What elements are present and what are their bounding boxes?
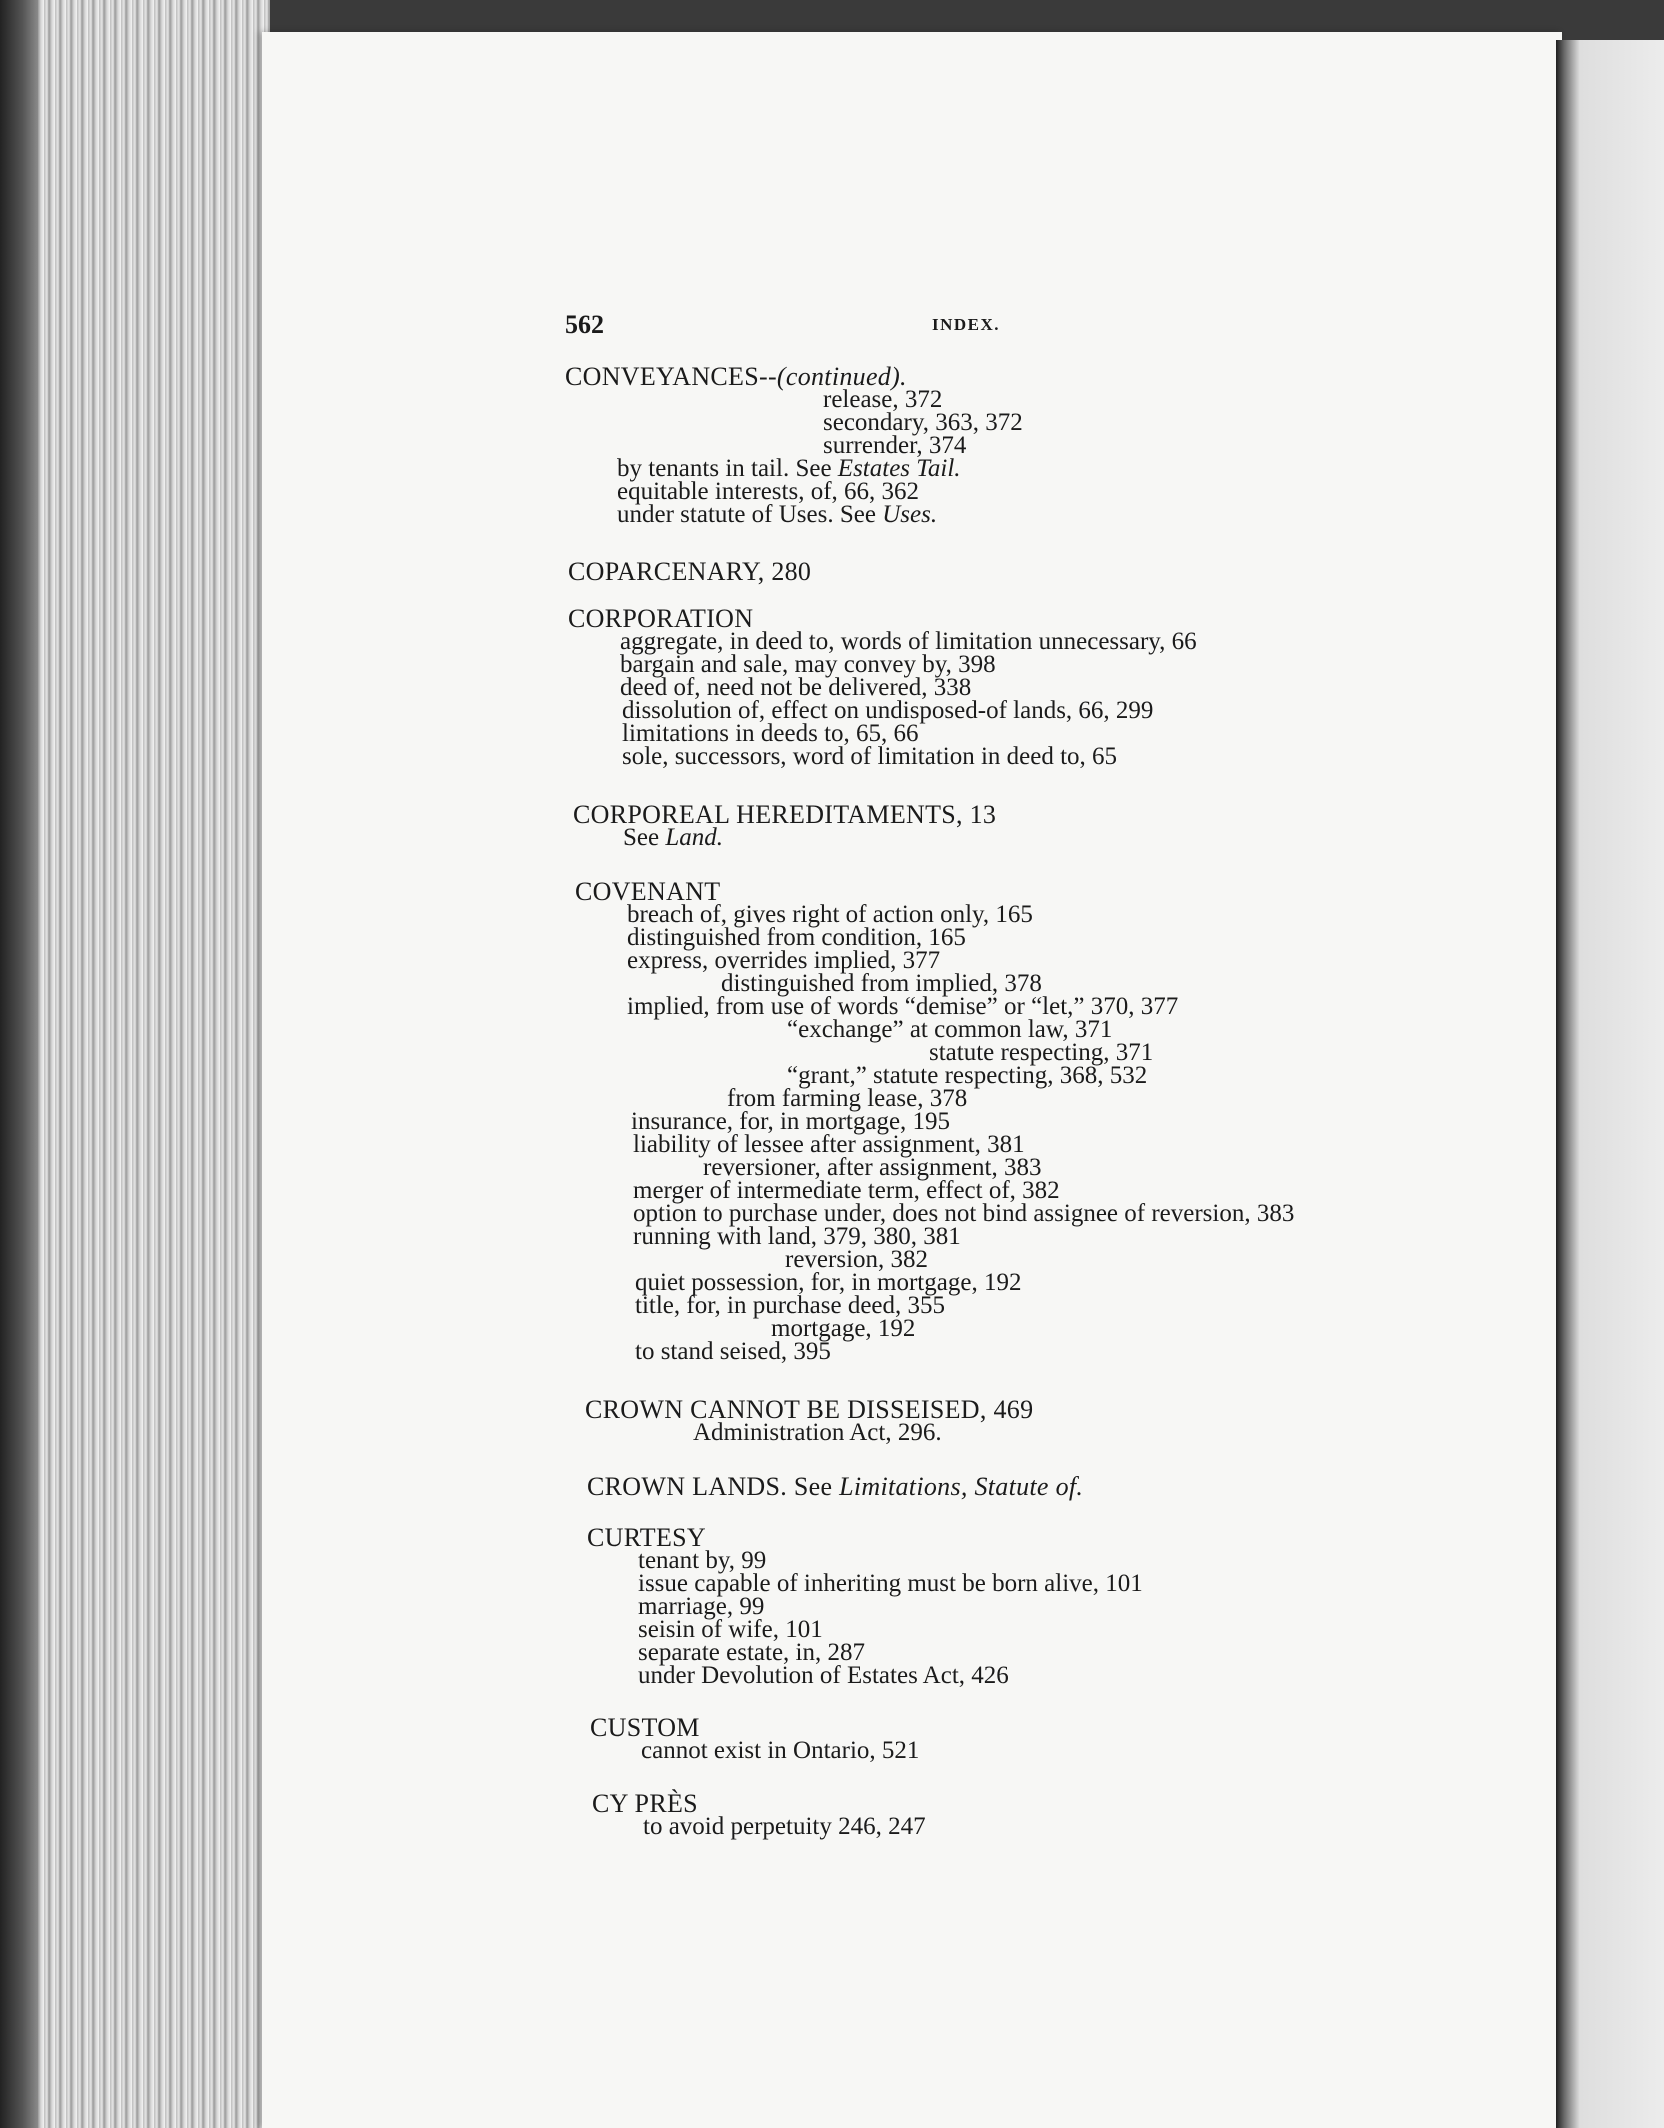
index-heading: CUSTOM [590, 1713, 700, 1742]
index-subentry: bargain and sale, may convey by, 398 [620, 651, 996, 678]
index-subentry: sole, successors, word of limitation in deed to, 65 [622, 743, 1118, 770]
index-subentry: liability of lessee after assignment, 381 [633, 1131, 1025, 1158]
index-subentry: tenant by, 99 [638, 1547, 767, 1574]
index-subentry: under statute of Uses. See Uses. [617, 501, 938, 528]
index-heading: CY PRÈS [592, 1789, 698, 1818]
index-subentry: seisin of wife, 101 [638, 1616, 823, 1643]
index-subentry: distinguished from condition, 165 [627, 924, 966, 951]
index-subentry: express, overrides implied, 377 [627, 947, 941, 974]
index-subentry: aggregate, in deed to, words of limitation unnecessary, 66 [620, 628, 1197, 655]
index-subentry: equitable interests, of, 66, 362 [617, 478, 920, 505]
index-heading: CROWN CANNOT BE DISSEISED, 469 [585, 1395, 1034, 1424]
index-subentry: separate estate, in, 287 [638, 1639, 865, 1666]
index-subentry: under Devolution of Estates Act, 426 [638, 1662, 1009, 1689]
index-subentry: secondary, 363, 372 [823, 409, 1023, 436]
index-subentry: issue capable of inheriting must be born alive, 101 [638, 1570, 1143, 1597]
index-subentry: statute respecting, 371 [929, 1039, 1154, 1066]
index-subentry: merger of intermediate term, effect of, 382 [633, 1177, 1060, 1204]
running-head: INDEX. [932, 315, 1001, 334]
index-subentry: to avoid perpetuity 246, 247 [643, 1813, 926, 1840]
index-subentry: to stand seised, 395 [635, 1338, 831, 1365]
index-subentry: mortgage, 192 [771, 1315, 916, 1342]
index-subentry: “exchange” at common law, 371 [787, 1016, 1113, 1043]
index-subentry: See Land. [623, 824, 724, 851]
index-subentry: by tenants in tail. See Estates Tail. [617, 455, 961, 482]
index-subentry: Administration Act, 296. [693, 1419, 942, 1446]
index-subentry: running with land, 379, 380, 381 [633, 1223, 961, 1250]
index-subentry: title, for, in purchase deed, 355 [635, 1292, 946, 1319]
index-subentry: dissolution of, effect on undisposed-of lands, 66, 299 [622, 697, 1154, 724]
index-heading: CONVEYANCES--(continued). [565, 362, 907, 391]
index-subentry: insurance, for, in mortgage, 195 [631, 1108, 951, 1135]
facing-page-edge [1556, 40, 1664, 2128]
index-subentry: deed of, need not be delivered, 338 [620, 674, 972, 701]
book-page-edges [0, 0, 270, 2128]
index-subentry: implied, from use of words “demise” or “let,” 370, 377 [627, 993, 1179, 1020]
index-heading: CORPORATION [568, 604, 754, 633]
index-subentry: breach of, gives right of action only, 165 [627, 901, 1033, 928]
page-number: 562 [565, 310, 604, 339]
index-subentry: reversion, 382 [785, 1246, 929, 1273]
index-subentry: limitations in deeds to, 65, 66 [622, 720, 919, 747]
index-subentry: release, 372 [823, 386, 943, 413]
index-heading: CORPOREAL HEREDITAMENTS, 13 [573, 800, 997, 829]
index-subentry: reversioner, after assignment, 383 [703, 1154, 1042, 1181]
index-heading: CURTESY [587, 1523, 706, 1552]
index-subentry: option to purchase under, does not bind assignee of reversion, 383 [633, 1200, 1295, 1227]
index-subentry: marriage, 99 [638, 1593, 765, 1620]
index-subentry: from farming lease, 378 [727, 1085, 968, 1112]
index-subentry: distinguished from implied, 378 [721, 970, 1042, 997]
index-subentry: quiet possession, for, in mortgage, 192 [635, 1269, 1022, 1296]
index-subentry: surrender, 374 [823, 432, 967, 459]
index-heading: CROWN LANDS. See Limitations, Statute of. [587, 1472, 1084, 1501]
index-subentry: “grant,” statute respecting, 368, 532 [787, 1062, 1148, 1089]
index-subentry: cannot exist in Ontario, 521 [641, 1737, 920, 1764]
book-spine-shadow [0, 0, 38, 2128]
index-heading: COPARCENARY, 280 [568, 557, 812, 586]
index-heading: COVENANT [575, 877, 721, 906]
